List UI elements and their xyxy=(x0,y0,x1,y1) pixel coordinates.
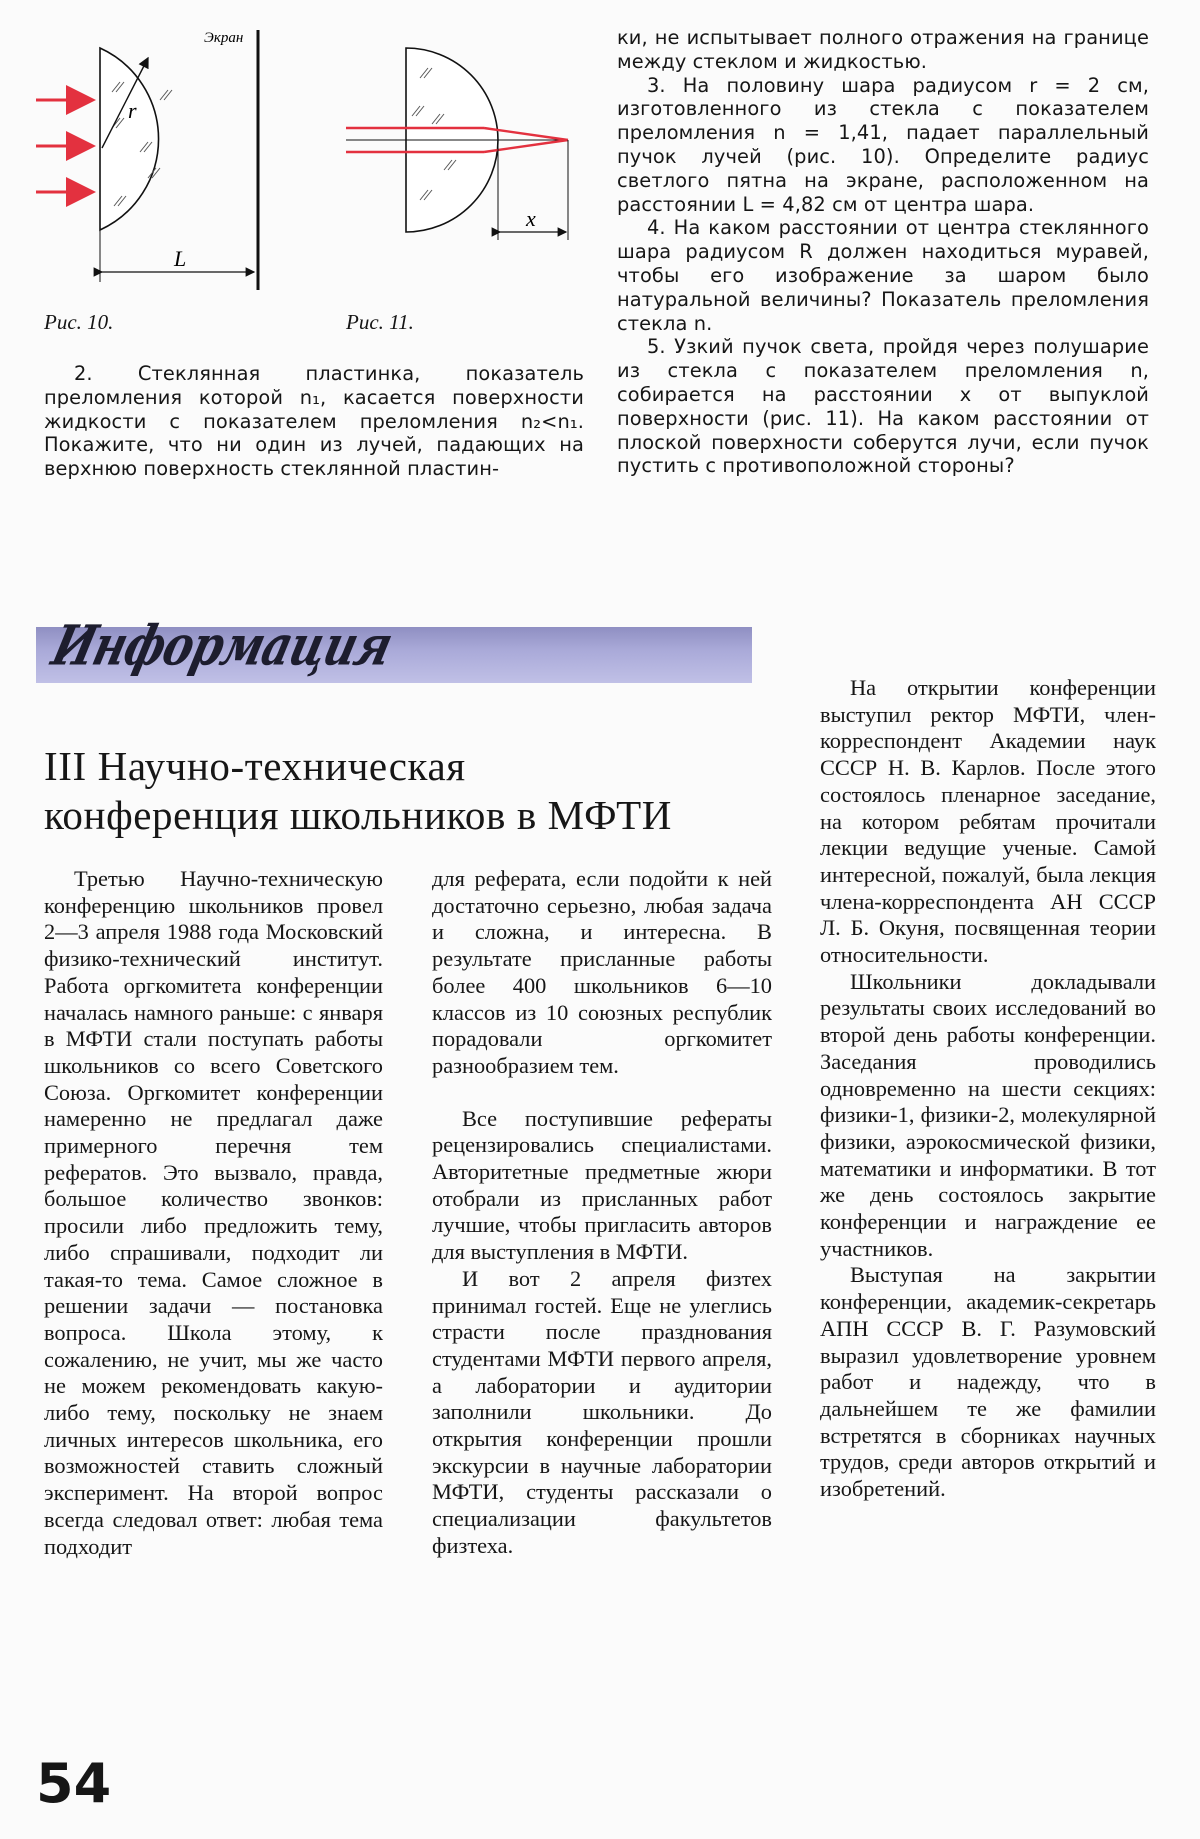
article-column-1 xyxy=(44,866,383,1560)
fig11-distance-label: x xyxy=(526,206,536,231)
headline-line-1: III Научно-техническая xyxy=(44,743,466,789)
article-column-2 xyxy=(432,866,772,1560)
fig10-screen-label: Экран xyxy=(204,30,244,46)
column-2-paragraph-2: Все поступившие рефераты рецензировались специалистами. Авторитетные предметные жюри отобрали из присланных работ лучшие, чтобы пригласить авторов для выступления в МФТИ. xyxy=(432,1105,772,1265)
figures-area xyxy=(28,20,608,340)
problem-3-paragraph: 3. На половину шара радиусом r = 2 см, изготовленного из стекла с показателем преломления n = 1,41, падает параллельный пучок лучей (рис. 10). Определите радиус светлого пятна на экране, расположенном на расстоянии L = 4,82 см от центра шара. xyxy=(617,73,1149,216)
fig10-distance-label: L xyxy=(174,246,187,271)
problems-right-column xyxy=(617,26,1149,478)
information-ribbon-label: Информация xyxy=(46,614,399,678)
column-3-paragraph-3: Выступая на закрытии конференции, академик-секретарь АПН СССР В. Г. Разумовский выразил удовлетворение уровнем работ и надежду, что в дальнейшем те же фамилии встретятся в сборниках научных трудов, среди авторов открытий и изобретений. xyxy=(820,1262,1156,1502)
column-3-paragraph-1: На открытии конференции выступил ректор МФТИ, член-корреспондент Академии наук СССР Н. В. Карлов. После этого состоялось пленарное заседание, на котором ребятам прочитали лекции ведущие ученые. Самой интересной, пожалуй, была лекция члена-корреспондента АН СССР Л. Б. Окуня, посвященная теории относительности. xyxy=(820,675,1156,968)
problem-2-paragraph: 2. Стеклянная пластинка, показатель преломления которой n₁, касается поверхности жидкости с показателем преломления n₂<n₁. Покажите, что ни один из лучей, падающих на верхнюю поверхность стеклянной пластин- xyxy=(44,362,584,481)
problem-2-continuation: ки, не испытывает полного отражения на границе между стеклом и жидкостью. xyxy=(617,26,1149,73)
column-1-paragraph-1: Третью Научно-техническую конференцию школьников провел 2—3 апреля 1988 года Московский физико-технический институт. Работа оргкомитета конференции началась намного раньше: с января в МФТИ стали поступать работы школьников со всего Советского Союза. Оргкомитет конференции намеренно не предлагал даже примерного перечня тем рефератов. Это вызвало, правда, большое количество звонков: просили либо предложить тему, либо спрашивали, подходит ли такая-то тема. Самое сложное в решении задачи — постановка вопроса. Школа этому, к сожалению, не учит, мы же часто не можем рекомендовать какую-либо тему, поскольку не знаем личных интересов школьника, его возможностей ставить сложный эксперимент. На второй вопрос всегда следовал ответ: любая тема подходит xyxy=(44,866,383,1559)
fig11-caption: Рис. 11. xyxy=(346,310,414,334)
headline-line-2: конференция школьников в МФТИ xyxy=(44,792,672,838)
column-2-paragraph-3: И вот 2 апреля физтех принимал гостей. Еще не улеглись страсти после празднования студентами МФТИ первого апреля, а лаборатории и аудитории заполнили школьники. До открытия конференции прошли экскурсии в научные лаборатории МФТИ, студенты рассказали о специализации факультетов физтеха. xyxy=(432,1265,772,1558)
column-2-paragraph-1: для реферата, если подойти к ней достаточно серьезно, любая задача и сложна, и интересна. В результате присланные работы более 400 школьников 6—10 классов из 10 союзных республик порадовали оргкомитет разнообразием тем. xyxy=(432,866,772,1078)
column-3-paragraph-2: Школьники докладывали результаты своих исследований во второй день работы конференции. Заседания проводились одновременно на шести секциях: физики-1, физики-2, молекулярной физики, аэрокосмической физики, математики и информатики. В тот же день состоялось закрытие конференции и награждение ее участников. xyxy=(820,968,1156,1261)
problem-4-paragraph: 4. На каком расстоянии от центра стеклянного шара радиусом R должен находиться муравей, чтобы его изображение за шаром было натуральной величины? Показатель преломления стекла n. xyxy=(617,216,1149,335)
page-number: 54 xyxy=(36,1752,112,1815)
fig10-caption: Рис. 10. xyxy=(44,310,114,334)
information-ribbon xyxy=(36,614,752,683)
problem-5-paragraph: 5. Узкий пучок света, пройдя через полушарие из стекла с показателем преломления n, собирается на расстоянии x от выпуклой поверхности (рис. 11). На каком расстоянии от плоской поверхности соберутся лучи, если пучок пустить с противоположной стороны? xyxy=(617,335,1149,478)
article-column-3 xyxy=(820,675,1156,1503)
problem-2-text xyxy=(44,362,584,481)
article-headline xyxy=(44,742,784,840)
fig10-radius-label: r xyxy=(128,98,137,123)
optics-diagrams xyxy=(28,20,608,340)
fig10-hemisphere xyxy=(100,48,159,230)
